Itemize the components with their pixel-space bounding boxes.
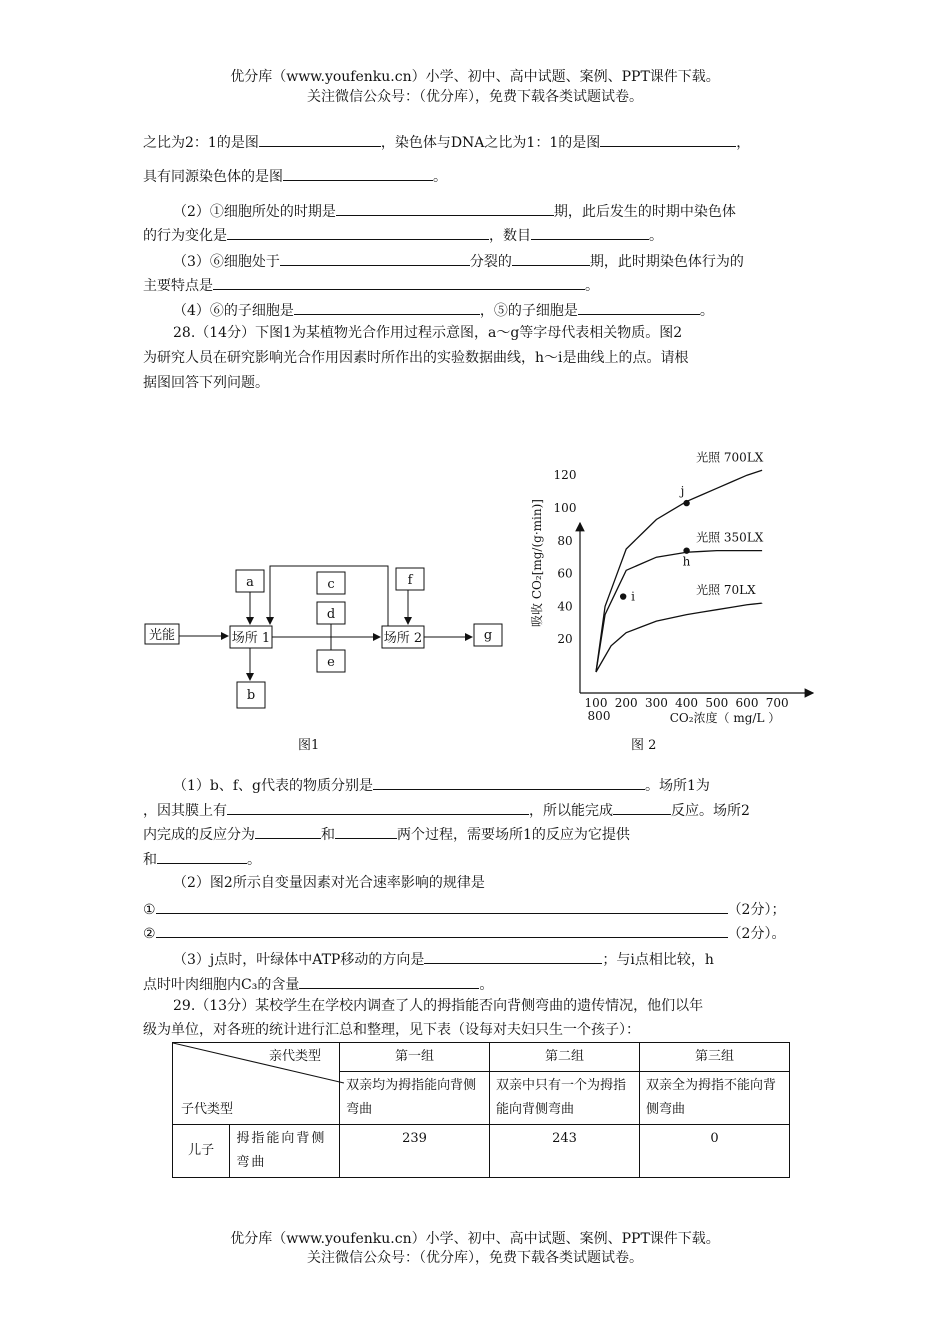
point-label: i: [631, 589, 636, 604]
q28-p1-line3: 内完成的反应分为 和 两个过程，需要场所1的反应为它提供: [143, 823, 630, 844]
q28-p2-item2: ② （2分）。: [143, 922, 785, 943]
page-footer-line2: 关注微信公众号：（优分库），免费下载各类试题试卷。: [307, 1250, 643, 1266]
answer-blank[interactable]: [280, 250, 470, 266]
site2-label: 场所 2: [383, 631, 423, 646]
row-label-son: 儿子: [173, 1125, 230, 1178]
point-j: [683, 500, 689, 506]
x-tick-label: 200: [614, 696, 638, 710]
answer-blank[interactable]: [156, 898, 728, 914]
q29-intro-line1: 29.（13分）某校学生在学校内调查了人的拇指能否向背侧弯曲的遗传情况，他们以年: [173, 998, 704, 1014]
y-tick-label: 120: [553, 468, 577, 483]
label-d: d: [326, 607, 336, 622]
answer-blank[interactable]: [227, 799, 529, 815]
table-cell-value: 243: [490, 1125, 640, 1178]
q27-p2-line1: （2）①细胞所处的时期是 期，此后发生的时期中染色体: [173, 200, 736, 221]
q29-intro-line2: 级为单位，对各班的统计进行汇总和整理，见下表（设每对夫妇只生一个孩子）：: [143, 1022, 640, 1038]
group-header: 第三组: [640, 1043, 790, 1072]
q28-p1-line1: （1）b、f、g代表的物质分别是 。场所1为: [173, 774, 710, 795]
y-axis-label: 吸收 CO₂[mg/(g·min)]: [530, 499, 544, 627]
label-e: e: [327, 655, 335, 670]
series-label: 光照 70LX: [696, 583, 756, 598]
q27-line1: 之比为2：1的是图 ，染色体与DNA之比为1：1的是图 ，: [143, 131, 750, 152]
series-line: [596, 470, 762, 672]
q27-p3-line2: 主要特点是 。: [143, 274, 599, 295]
x-tick-800: 800: [587, 709, 611, 723]
point-h: [683, 547, 689, 553]
page-footer-line1: 优分库（www.youfenku.cn）小学、初中、高中试题、案例、PPT课件下载。: [230, 1231, 720, 1247]
answer-blank[interactable]: [531, 224, 649, 240]
q28-p3-line2: 点时叶肉细胞内C₃的含量 。: [143, 973, 493, 994]
table-cell-value: 0: [640, 1125, 790, 1178]
figure-1-caption: 图1: [298, 738, 320, 753]
answer-blank[interactable]: [336, 200, 554, 216]
label-c: c: [327, 577, 335, 592]
series-line: [596, 551, 762, 672]
row-sub-label: 拇指能向背侧弯曲: [230, 1125, 340, 1178]
y-tick-label: 80: [557, 533, 573, 548]
answer-blank[interactable]: [283, 165, 433, 181]
answer-blank[interactable]: [424, 948, 602, 964]
figure-2-caption: 图 2: [631, 738, 657, 753]
corner-parent-type: 亲代类型: [269, 1049, 322, 1064]
x-tick-label: 700: [765, 696, 789, 710]
x-tick-label: 600: [735, 696, 759, 710]
site1-label: 场所 1: [231, 631, 271, 646]
x-tick-label: 400: [675, 696, 699, 710]
answer-blank[interactable]: [227, 224, 489, 240]
label-b: b: [246, 688, 256, 703]
q28-intro-line1: 28.（14分）下图1为某植物光合作用过程示意图，a～g等字母代表相关物质。图2: [173, 325, 683, 341]
label-a: a: [246, 575, 254, 590]
corner-child-type: 子代类型: [181, 1102, 234, 1117]
q28-p2-item1: ① （2分）；: [143, 898, 785, 919]
series-label: 光照 700LX: [696, 450, 764, 465]
q28-p2-intro: （2）图2所示自变量因素对光合速率影响的规律是: [173, 875, 485, 891]
label-f: f: [407, 573, 413, 588]
x-axis-label: CO₂浓度（ mg/L ）: [669, 711, 781, 725]
parent-type-cell: 双亲均为拇指能向背侧弯曲: [340, 1072, 490, 1125]
point-label: j: [680, 484, 685, 499]
q27-p3-line1: （3）⑥细胞处于 分裂的 期，此时期染色体行为的: [173, 250, 744, 271]
q28-p1-line2: ，因其膜上有 ，所以能完成 反应。场所2: [143, 799, 750, 820]
page-header-line2: 关注微信公众号：（优分库），免费下载各类试题试卷。: [307, 89, 643, 105]
table-cell-value: 239: [340, 1125, 490, 1178]
answer-blank[interactable]: [613, 799, 671, 815]
answer-blank[interactable]: [259, 131, 381, 147]
answer-blank[interactable]: [600, 131, 736, 147]
table-corner-cell: [173, 1043, 340, 1125]
q29-table: [172, 1042, 790, 1178]
point-label: h: [682, 554, 691, 569]
q28-intro-line2: 为研究人员在研究影响光合作用因素时所作出的实验数据曲线，h～i是曲线上的点。请根: [143, 350, 689, 366]
light-label: 光能: [148, 628, 176, 643]
page-header-line1: 优分库（www.youfenku.cn）小学、初中、高中试题、案例、PPT课件下载。: [230, 69, 720, 85]
label-g: g: [483, 628, 493, 643]
answer-blank[interactable]: [512, 250, 590, 266]
parent-type-cell: 双亲全为拇指不能向背侧弯曲: [640, 1072, 790, 1125]
q27-p4: （4）⑥的子细胞是 ，⑤的子细胞是 。: [173, 299, 714, 320]
series-line: [596, 603, 762, 672]
q27-p2-line2: 的行为变化是 ，数目 。: [143, 224, 663, 245]
answer-blank[interactable]: [157, 848, 247, 864]
answer-blank[interactable]: [335, 823, 397, 839]
q28-p1-line4: 和 。: [143, 848, 261, 869]
x-tick-label: 300: [644, 696, 668, 710]
y-tick-label: 100: [553, 501, 577, 515]
figure-1-diagram: [140, 560, 520, 760]
answer-blank[interactable]: [213, 274, 585, 290]
parent-type-cell: 双亲中只有一个为拇指能向背侧弯曲: [490, 1072, 640, 1125]
answer-blank[interactable]: [255, 823, 321, 839]
group-header: 第一组: [340, 1043, 490, 1072]
point-i: [620, 593, 626, 599]
answer-blank[interactable]: [294, 299, 480, 315]
answer-blank[interactable]: [373, 774, 645, 790]
q28-intro-line3: 据图回答下列问题。: [143, 375, 269, 391]
group-header: 第二组: [490, 1043, 640, 1072]
answer-blank[interactable]: [578, 299, 700, 315]
x-tick-label: 500: [705, 696, 729, 710]
q27-line2: 具有同源染色体的是图 。: [143, 165, 447, 186]
q28-p3-line1: （3）j点时，叶绿体中ATP移动的方向是 ；与i点相比较，h: [173, 948, 714, 969]
answer-blank[interactable]: [156, 922, 728, 938]
x-tick-label: 100: [584, 696, 608, 710]
answer-blank[interactable]: [299, 973, 479, 989]
figure-2-chart: [525, 405, 825, 735]
y-tick-label: 20: [557, 632, 573, 647]
y-tick-label: 40: [557, 599, 573, 614]
series-label: 光照 350LX: [696, 530, 764, 545]
y-tick-label: 60: [557, 566, 573, 581]
